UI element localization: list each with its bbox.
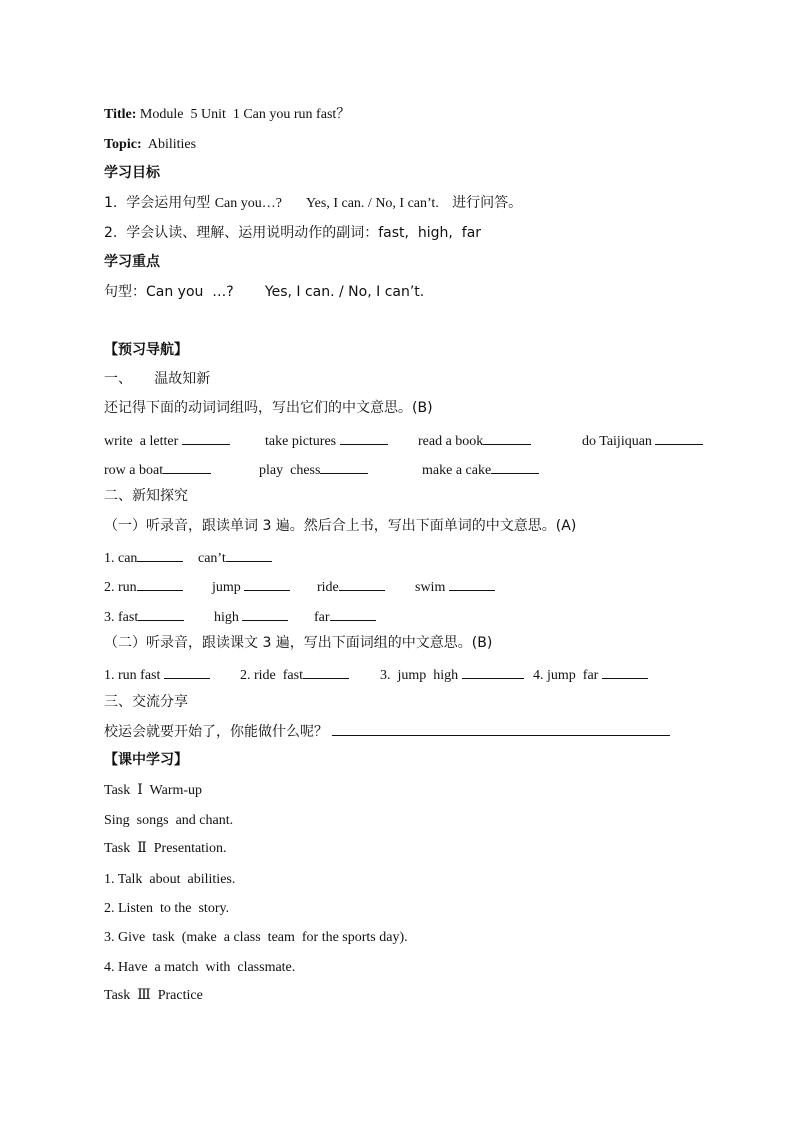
answer-blank[interactable] — [244, 577, 290, 591]
focus-text: 句型：Can you …? Yes, I can. / No, I can’t. — [104, 284, 425, 300]
task-2-item: 1. Talk about abilities. — [104, 872, 236, 887]
answer-blank[interactable] — [449, 577, 495, 591]
focus-heading: 学习重点 — [104, 254, 160, 270]
part1-title: 一、 温故知新 — [104, 371, 211, 387]
answer-blank[interactable] — [163, 460, 211, 474]
answer-blank[interactable] — [330, 607, 376, 621]
word-item: jump — [212, 577, 290, 597]
phrase-item: 1. run fast — [104, 665, 210, 685]
word-item: 1. can — [104, 548, 183, 568]
answer-blank[interactable] — [320, 460, 368, 474]
title-value: Module 5 Unit 1 Can you run fast？ — [139, 107, 351, 122]
topic-line — [104, 136, 196, 154]
word-item: high — [214, 607, 288, 627]
answer-blank[interactable] — [483, 431, 531, 445]
answer-blank[interactable] — [137, 577, 183, 591]
sub2-instruction: （二）听录音，跟读课文 3 遍，写出下面词组的中文意思。(B) — [104, 635, 493, 651]
goal-1-suffix: 进行问答。 — [438, 195, 523, 211]
word-item: far — [314, 607, 376, 627]
phrase-item: 4. jump far — [533, 665, 648, 685]
task-3-title: Task Ⅲ Practice — [104, 988, 203, 1003]
answer-blank[interactable] — [182, 431, 230, 445]
answer-blank[interactable] — [138, 607, 184, 621]
part3-question-line — [104, 722, 670, 741]
goals-heading: 学习目标 — [104, 165, 160, 181]
part1-instruction: 还记得下面的动词词组吗，写出它们的中文意思。(B) — [104, 400, 433, 416]
goal-item-2: 2. 学会认读、理解、运用说明动作的副词：fast, high, far — [104, 225, 482, 241]
phrase-item: take pictures — [265, 431, 388, 451]
task-2-item: 3. Give task (make a class team for the sports day). — [104, 930, 408, 945]
answer-blank[interactable] — [491, 460, 539, 474]
answer-blank[interactable] — [332, 722, 670, 736]
answer-blank[interactable] — [462, 665, 524, 679]
part2-title: 二、新知探究 — [104, 488, 188, 504]
task-2-title: Task Ⅱ Presentation. — [104, 841, 227, 856]
answer-blank[interactable] — [164, 665, 210, 679]
goal-1-english: Can you…? Yes, I can. / No, I can’t. — [214, 196, 439, 211]
word-item: swim — [415, 577, 495, 597]
phrase-item: 3. jump high — [380, 665, 524, 685]
goal-item-1 — [104, 194, 522, 213]
answer-blank[interactable] — [137, 548, 183, 562]
part3-title: 三、交流分享 — [104, 694, 188, 710]
task-2-item: 4. Have a match with classmate. — [104, 960, 296, 975]
phrase-item: 2. ride fast — [240, 665, 349, 685]
answer-blank[interactable] — [340, 431, 388, 445]
task-1-title: Task Ⅰ Warm-up — [104, 783, 203, 798]
goal-1-prefix: 1. 学会运用句型 — [104, 195, 215, 211]
title-line — [104, 106, 350, 124]
phrase-item: play chess — [259, 460, 368, 480]
task-2-item: 2. Listen to the story. — [104, 901, 230, 916]
answer-blank[interactable] — [602, 665, 648, 679]
title-label: Title: — [104, 107, 137, 122]
task-1-item: Sing songs and chant. — [104, 813, 234, 828]
topic-label: Topic: — [104, 137, 142, 152]
phrase-item: write a letter — [104, 431, 230, 451]
answer-blank[interactable] — [226, 548, 272, 562]
class-heading: 【课中学习】 — [104, 752, 188, 768]
word-item: ride — [317, 577, 385, 597]
word-item: 2. run — [104, 577, 183, 597]
answer-blank[interactable] — [339, 577, 385, 591]
answer-blank[interactable] — [655, 431, 703, 445]
word-item: 3. fast — [104, 607, 184, 627]
phrase-item: make a cake — [422, 460, 539, 480]
answer-blank[interactable] — [303, 665, 349, 679]
sub1-instruction: （一）听录音，跟读单词 3 遍。然后合上书，写出下面单词的中文意思。(A) — [104, 518, 577, 534]
phrase-item: do Taijiquan — [582, 431, 703, 451]
preview-heading: 【预习导航】 — [104, 342, 188, 358]
topic-value: Abilities — [147, 137, 197, 152]
word-item: can’t — [198, 548, 272, 568]
phrase-item: read a book — [418, 431, 531, 451]
part3-question: 校运会就要开始了，你能做什么呢？ — [104, 724, 328, 740]
phrase-item: row a boat — [104, 460, 211, 480]
answer-blank[interactable] — [242, 607, 288, 621]
